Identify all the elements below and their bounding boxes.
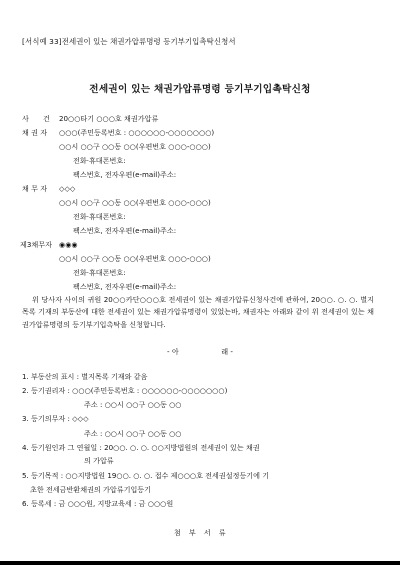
item-obligor-address: 주소 : ○○시 ○○구 ○○동 ○○ <box>84 429 182 438</box>
page-title: 전세권이 있는 채권가압류명령 등기부기입촉탁신청 <box>89 84 311 95</box>
request-paragraph: 위 당사자 사이의 귀원 20○○카단○○○호 전세권이 있는 채권가압류신청사건에 관하여, 20○○. ○. ○. 별지목록 기재의 부동산에 대한 전세권이 있는 채권가압류명령이 있었는바, 채권자는 아래와 같이 위 전세권이 있는 채권가압류명령의 등기부기입촉탁을 신청합니다. <box>22 295 374 329</box>
below-heading: - 아 래 - <box>167 347 233 356</box>
form-number: [서식예 33]전세권이 있는 채권가압류명령 등기부기입촉탁신청서 <box>22 37 236 46</box>
attachments-heading: 첨 부 서 류 <box>173 528 227 537</box>
debtor-address: ○○시 ○○구 ○○동 ○○(우편번호 ○○○-○○○) <box>59 198 211 207</box>
creditor-label: 채 권 자 <box>22 128 48 137</box>
third-debtor-phone: 전화·휴대폰번호: <box>73 268 126 277</box>
creditor-address: ○○시 ○○구 ○○동 ○○(우편번호 ○○○-○○○) <box>59 142 211 151</box>
item-rights-holder-address: 주소 : ○○시 ○○구 ○○동 ○○ <box>84 400 182 409</box>
third-debtor-address: ○○시 ○○구 ○○동 ○○(우편번호 ○○○-○○○) <box>59 254 211 263</box>
item-cause: 4. 등기원인과 그 연월일 : 20○○. ○. ○. ○○지방법원의 전세권이 있는 채권 <box>22 443 260 452</box>
debtor-fax: 팩스번호, 전자우편(e-mail)주소: <box>73 226 177 235</box>
item-property: 1. 부동산의 표시 : 별지목록 기재와 같음 <box>22 372 148 381</box>
creditor-phone: 전화·휴대폰번호: <box>73 156 126 165</box>
item-rights-holder: 2. 등기권리자 : ○○○(주민등록번호 : ○○○○○○-○○○○○○○) <box>22 386 228 395</box>
debtor-name: ◇◇◇ <box>59 184 76 193</box>
item-purpose-cont: 초한 전세금반환채권의 가압류기입등기 <box>30 485 152 494</box>
debtor-phone: 전화·휴대폰번호: <box>73 212 126 221</box>
item-obligor: 3. 등기의무자 : ◇◇◇ <box>22 414 89 423</box>
creditor-fax: 팩스번호, 전자우편(e-mail)주소: <box>73 170 177 179</box>
debtor-label: 채 무 자 <box>22 184 48 193</box>
third-debtor-name: ◉◉◉ <box>59 240 78 249</box>
creditor-name: ○○○(주민등록번호 : ○○○○○○-○○○○○○○) <box>59 128 215 137</box>
item-purpose: 5. 등기목적 : ○○지방법원 19○○. ○. ○. 접수 제○○○호 전세권설정등기에 기 <box>22 471 270 480</box>
bottom-border <box>0 561 400 565</box>
third-debtor-label: 제3채무자 <box>20 240 52 249</box>
item-tax: 6. 등록세 : 금 ○○○원, 지방교육세 : 금 ○○○원 <box>22 499 174 508</box>
item-cause-cont: 의 가압류 <box>84 456 114 465</box>
case-value: 20○○타기 ○○○호 채권가압류 <box>59 114 159 123</box>
third-debtor-fax: 팩스번호, 전자우편(e-mail)주소: <box>73 282 177 291</box>
case-label: 사 건 <box>22 114 50 123</box>
